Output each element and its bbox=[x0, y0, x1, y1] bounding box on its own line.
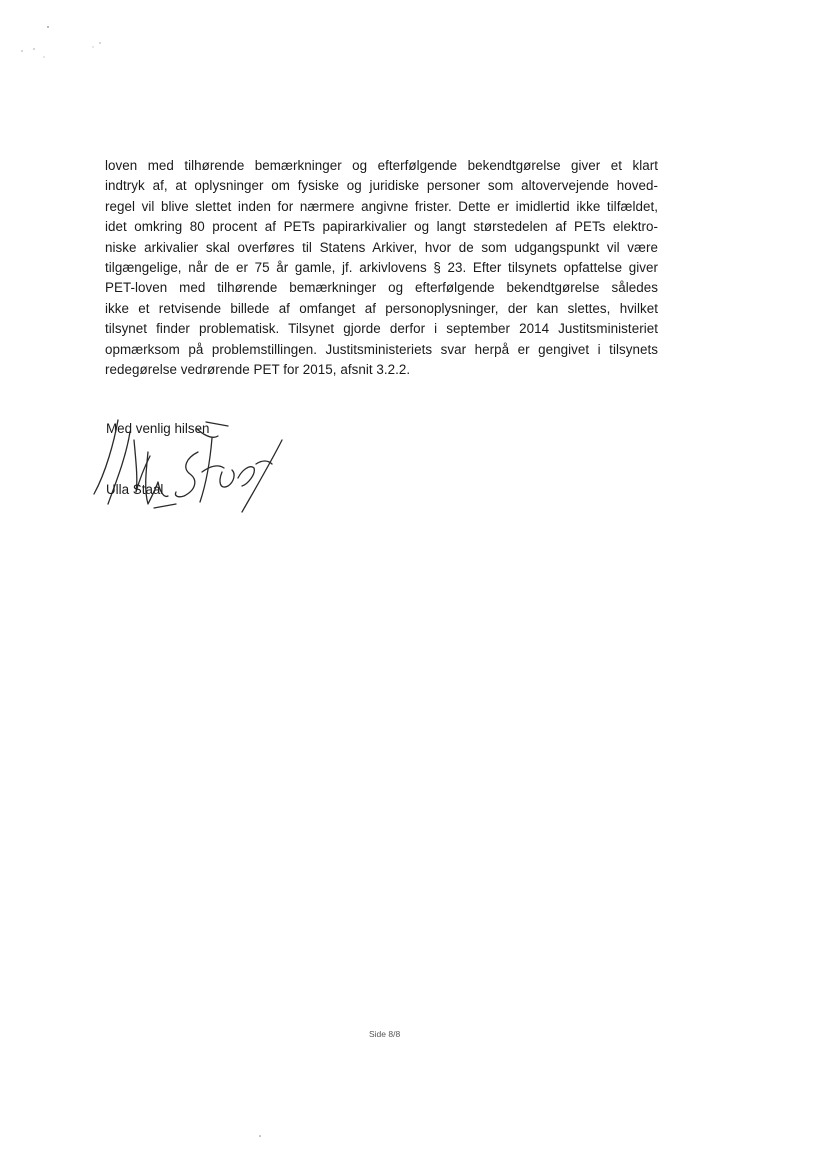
body-line: tilgængelige, når de er 75 år gamle, jf. arkivlovens § 23. Efter tilsynets opfattelse giver bbox=[105, 260, 658, 276]
body-line: regel vil blive slettet inden for nærmere angivne frister. Dette er imidlertid ikke tilfældet, bbox=[105, 198, 658, 214]
body-line: idet omkring 80 procent af PETs papirarkivalier og langt størstedelen af PETs elektro- bbox=[105, 219, 658, 235]
signer-name: Ulla Staal bbox=[106, 482, 164, 497]
body-line: tilsynet finder problematisk. Tilsynet gjorde derfor i september 2014 Justitsministeriet bbox=[105, 321, 658, 337]
body-line: opmærksom på problemstillingen. Justitsministeriets svar herpå er gengivet i tilsynets bbox=[105, 341, 658, 357]
body-line: loven med tilhørende bemærkninger og efterfølgende bekendtgørelse giver et klart bbox=[105, 158, 658, 173]
closing-salutation: Med venlig hilsen bbox=[106, 421, 210, 436]
body-line: redegørelse vedrørende PET for 2015, afsnit 3.2.2. bbox=[105, 362, 411, 378]
body-line: indtryk af, at oplysninger om fysiske og juridiske personer som altovervejende hoved- bbox=[105, 178, 658, 194]
body-paragraph bbox=[105, 156, 658, 380]
body-line: ikke et retvisende billede af omfanget af personoplysninger, der kan slettes, hvilket bbox=[105, 300, 658, 316]
body-line: PET-loven med tilhørende bemærkninger og efterfølgende bekendtgørelse således bbox=[105, 280, 658, 296]
body-line: niske arkivalier skal overføres til Statens Arkiver, hvor de som udgangspunkt vil være bbox=[105, 239, 658, 255]
page-number: Side 8/8 bbox=[369, 1029, 401, 1039]
